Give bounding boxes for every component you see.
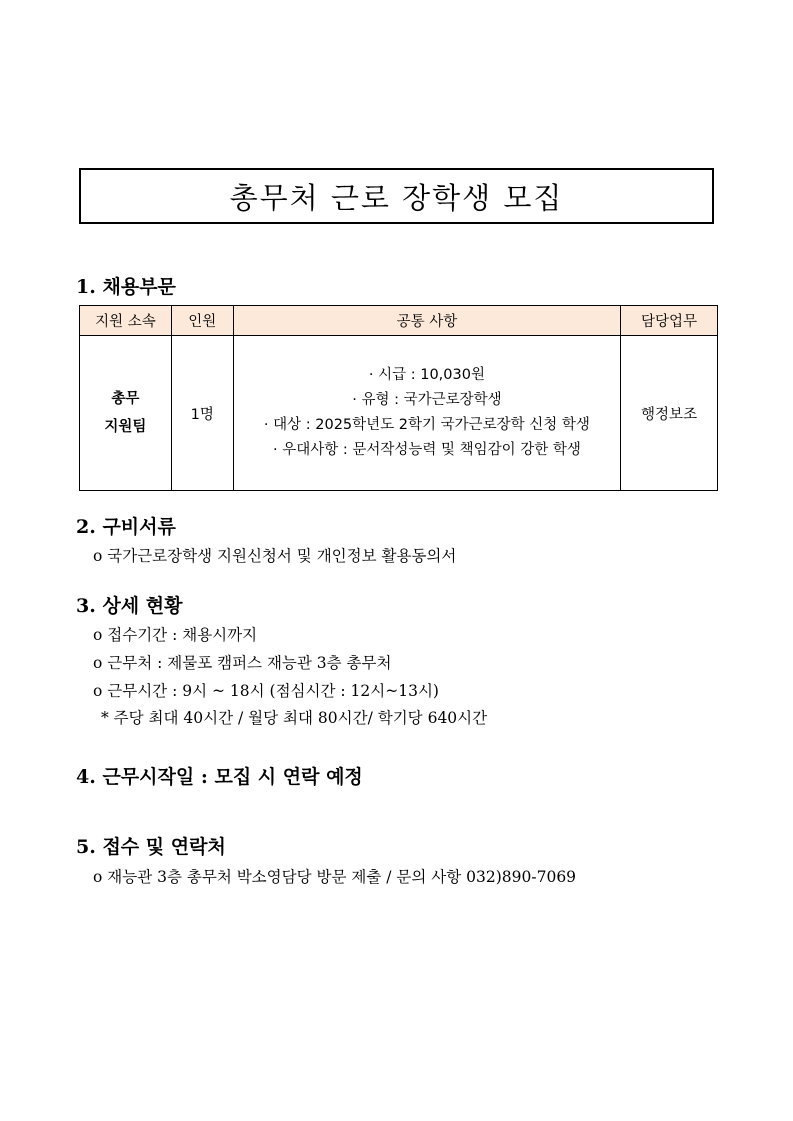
header-dept: 지원 소속 — [80, 306, 172, 336]
cell-common — [233, 336, 620, 491]
table-header-row — [80, 306, 718, 336]
list-item: o 근무처 : 제물포 캠퍼스 재능관 3층 총무처 — [93, 654, 392, 672]
section-heading-start-date: 4. 근무시작일 : 모집 시 연락 예정 — [76, 766, 363, 788]
list-item: o 재능관 3층 총무처 박소영담당 방문 제출 / 문의 사항 032)890-7069 — [93, 868, 577, 886]
cell-dept — [80, 336, 172, 491]
common-item: · 우대사항 : 문서작성능력 및 책임감이 강한 학생 — [272, 442, 581, 458]
header-common: 공통 사항 — [233, 306, 620, 336]
common-item: · 시급 : 10,030원 — [368, 367, 485, 383]
dept-line2: 지원팀 — [104, 419, 147, 435]
dept-line1: 총무 — [111, 391, 140, 407]
cell-duty: 행정보조 — [621, 336, 718, 491]
page-title: 총무처 근로 장학생 모집 — [79, 168, 714, 224]
recruitment-table — [79, 305, 718, 491]
list-item: o 접수기간 : 채용시까지 — [93, 626, 258, 644]
header-duty: 담당업무 — [621, 306, 718, 336]
common-item: · 대상 : 2025학년도 2학기 국가근로장학 신청 학생 — [263, 417, 590, 433]
table-row — [80, 336, 718, 491]
list-item: o 근무시간 : 9시 ~ 18시 (점심시간 : 12시~13시) — [93, 682, 439, 700]
list-item: o 국가근로장학생 지원신청서 및 개인정보 활용동의서 — [93, 547, 457, 565]
header-count: 인원 — [171, 306, 233, 336]
list-item-note: * 주당 최대 40시간 / 월당 최대 80시간/ 학기당 640시간 — [101, 709, 488, 727]
section-heading-contact: 5. 접수 및 연락처 — [76, 836, 226, 858]
common-item: · 유형 : 국가근로장학생 — [352, 392, 502, 408]
section-heading-recruitment: 1. 채용부문 — [76, 276, 176, 298]
section-heading-details: 3. 상세 현황 — [76, 595, 183, 617]
cell-count: 1명 — [171, 336, 233, 491]
section-heading-documents: 2. 구비서류 — [76, 516, 176, 538]
